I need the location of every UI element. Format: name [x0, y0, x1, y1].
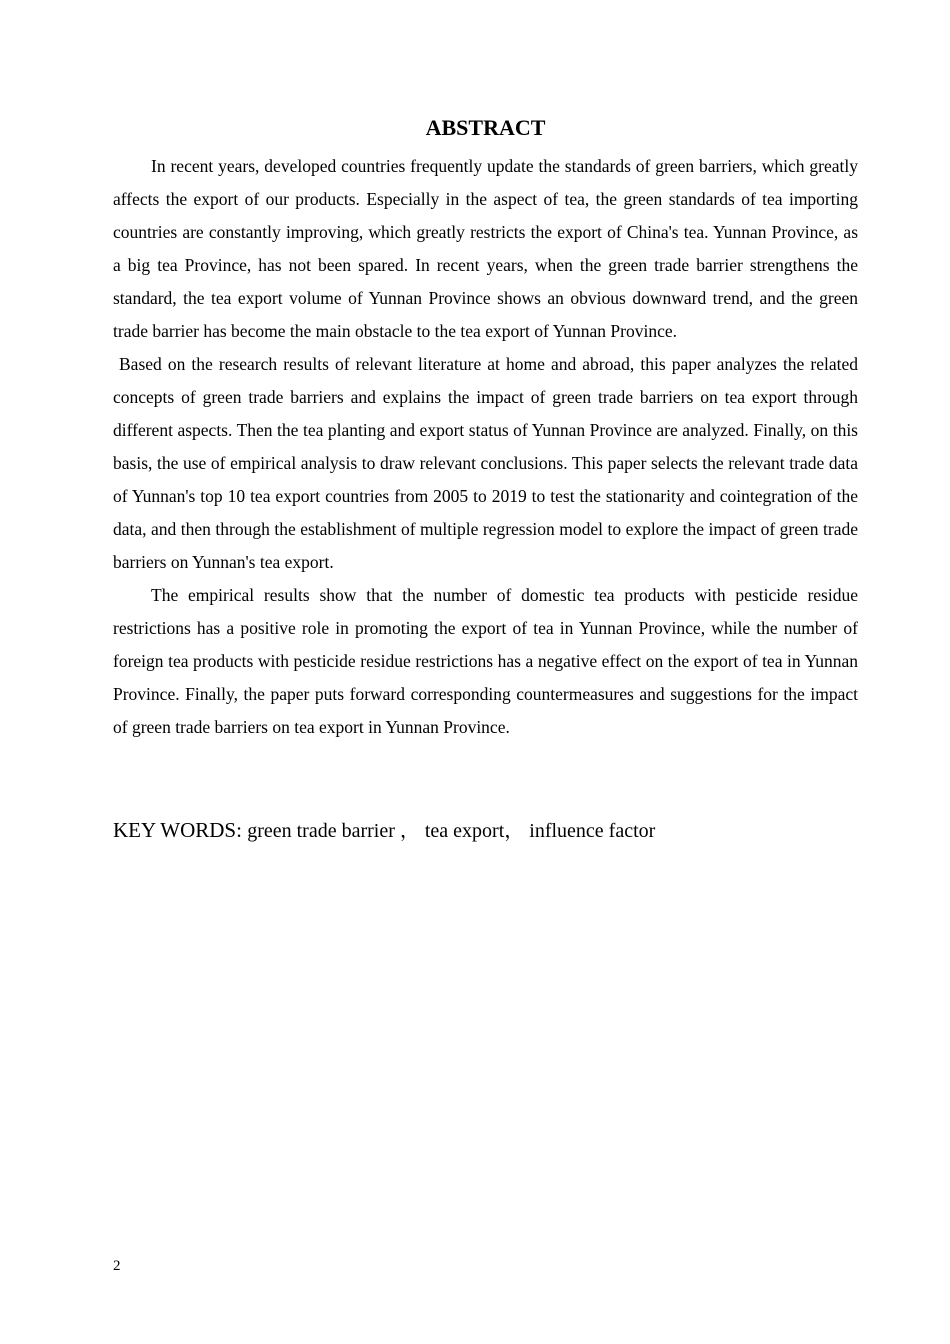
- keywords-label: KEY WORDS:: [113, 818, 242, 842]
- abstract-body: [113, 150, 858, 744]
- abstract-paragraph-2: Based on the research results of relevant literature at home and abroad, this paper analyzes the related concepts of green trade barriers and explains the impact of green trade barriers on tea export through different aspects. Then the tea planting and export status of Yunnan Province are analyzed. Finally, on this basis, the use of empirical analysis to draw relevant conclusions. This paper selects the relevant trade data of Yunnan's top 10 tea export countries from 2005 to 2019 to test the stationarity and cointegration of the data, and then through the establishment of multiple regression model to explore the impact of green trade barriers on Yunnan's tea export.: [113, 354, 858, 572]
- abstract-paragraph-3: The empirical results show that the number of domestic tea products with pesticide residue restrictions has a positive role in promoting the export of tea in Yunnan Province, while the number of foreign tea products with pesticide residue restrictions has a negative effect on the export of tea in Yunnan Province. Finally, the paper puts forward corresponding countermeasures and suggestions for the impact of green trade barriers on tea export in Yunnan Province.: [113, 585, 858, 737]
- abstract-title: ABSTRACT: [425, 115, 546, 140]
- keywords-value: green trade barrier ， tea export， influence factor: [247, 820, 656, 842]
- keywords-line: [113, 814, 858, 847]
- page-number: 2: [113, 1258, 121, 1274]
- abstract-paragraph-1: In recent years, developed countries frequently update the standards of green barriers, which greatly affects the export of our products. Especially in the aspect of tea, the green standards of tea importing countries are constantly improving, which greatly restricts the export of China's tea. Yunnan Province, as a big tea Province, has not been spared. In recent years, when the green trade barrier strengthens the standard, the tea export volume of Yunnan Province shows an obvious downward trend, and the green trade barrier has become the main obstacle to the tea export of Yunnan Province.: [113, 156, 858, 341]
